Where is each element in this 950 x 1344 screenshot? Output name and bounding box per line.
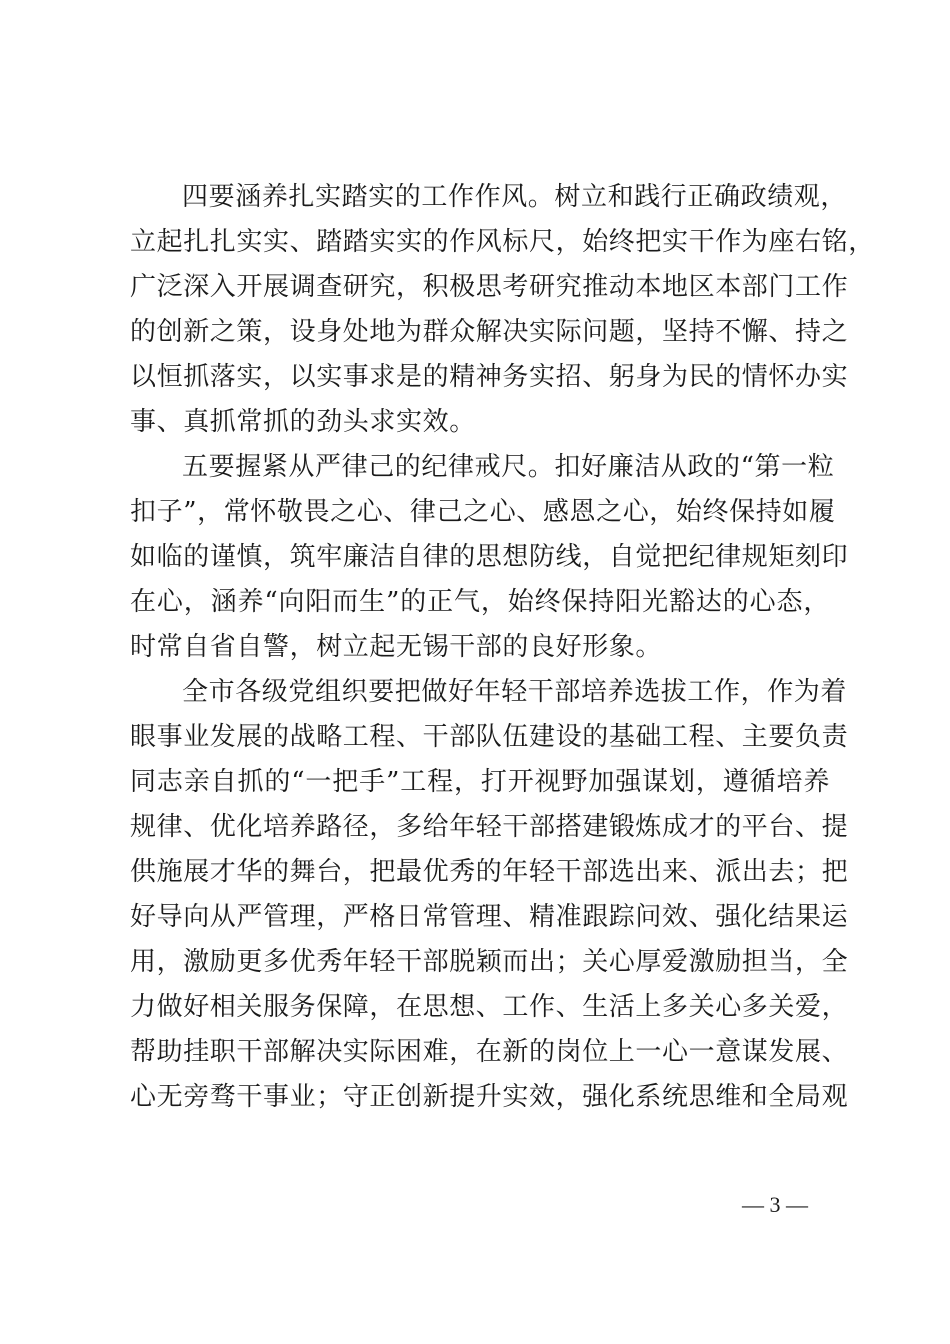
- text-line: 扣子”，常怀敬畏之心、律己之心、感恩之心，始终保持如履: [130, 497, 836, 527]
- text-line: 的创新之策，设身处地为群众解决实际问题，坚持不懈、持之: [130, 317, 849, 347]
- text-line: 五要握紧从严律己的纪律戒尺。扣好廉洁从政的“第一粒: [182, 452, 835, 482]
- text-line: 在心，涵养“向阳而生”的正气，始终保持阳光豁达的心态，: [130, 587, 830, 617]
- text-line: 用，激励更多优秀年轻干部脱颖而出；关心厚爱激励担当，全: [130, 947, 849, 977]
- text-line: 帮助挂职干部解决实际困难，在新的岗位上一心一意谋发展、: [130, 1037, 849, 1067]
- text-line: 好导向从严管理，严格日常管理、精准跟踪问效、强化结果运: [130, 902, 849, 932]
- text-line: 力做好相关服务保障，在思想、工作、生活上多关心多关爱，: [130, 992, 849, 1022]
- paragraph-party-organizations: [130, 670, 849, 1120]
- paragraph-self-discipline: [130, 445, 849, 670]
- text-line: 心无旁骛干事业；守正创新提升实效，强化系统思维和全局观: [130, 1082, 849, 1112]
- text-line: 规律、优化培养路径，多给年轻干部搭建锻炼成才的平台、提: [130, 812, 849, 842]
- text-line: 事、真抓常抓的劲头求实效。: [130, 407, 476, 437]
- text-line: 广泛深入开展调查研究，积极思考研究推动本地区本部门工作: [130, 272, 849, 302]
- text-line: 时常自省自警，树立起无锡干部的良好形象。: [130, 632, 663, 662]
- body-text: [130, 175, 875, 1120]
- text-line: 以恒抓落实，以实事求是的精神务实招、躬身为民的情怀办实: [130, 362, 849, 392]
- text-line: 同志亲自抓的“一把手”工程，打开视野加强谋划，遵循培养: [130, 767, 830, 797]
- text-line: 全市各级党组织要把做好年轻干部培养选拔工作，作为着: [182, 677, 848, 707]
- page-number: — 3 —: [742, 1192, 808, 1217]
- text-line: 立起扎扎实实、踏踏实实的作风标尺，始终把实干作为座右铭，: [130, 227, 875, 257]
- text-line: 四要涵养扎实踏实的工作作风。树立和践行正确政绩观，: [182, 182, 848, 212]
- paragraph-discipline-of-work-style: [130, 175, 875, 445]
- text-line: 如临的谨慎，筑牢廉洁自律的思想防线，自觉把纪律规矩刻印: [130, 542, 849, 572]
- text-line: 供施展才华的舞台，把最优秀的年轻干部选出来、派出去；把: [130, 857, 849, 887]
- text-line: 眼事业发展的战略工程、干部队伍建设的基础工程、主要负责: [130, 722, 849, 752]
